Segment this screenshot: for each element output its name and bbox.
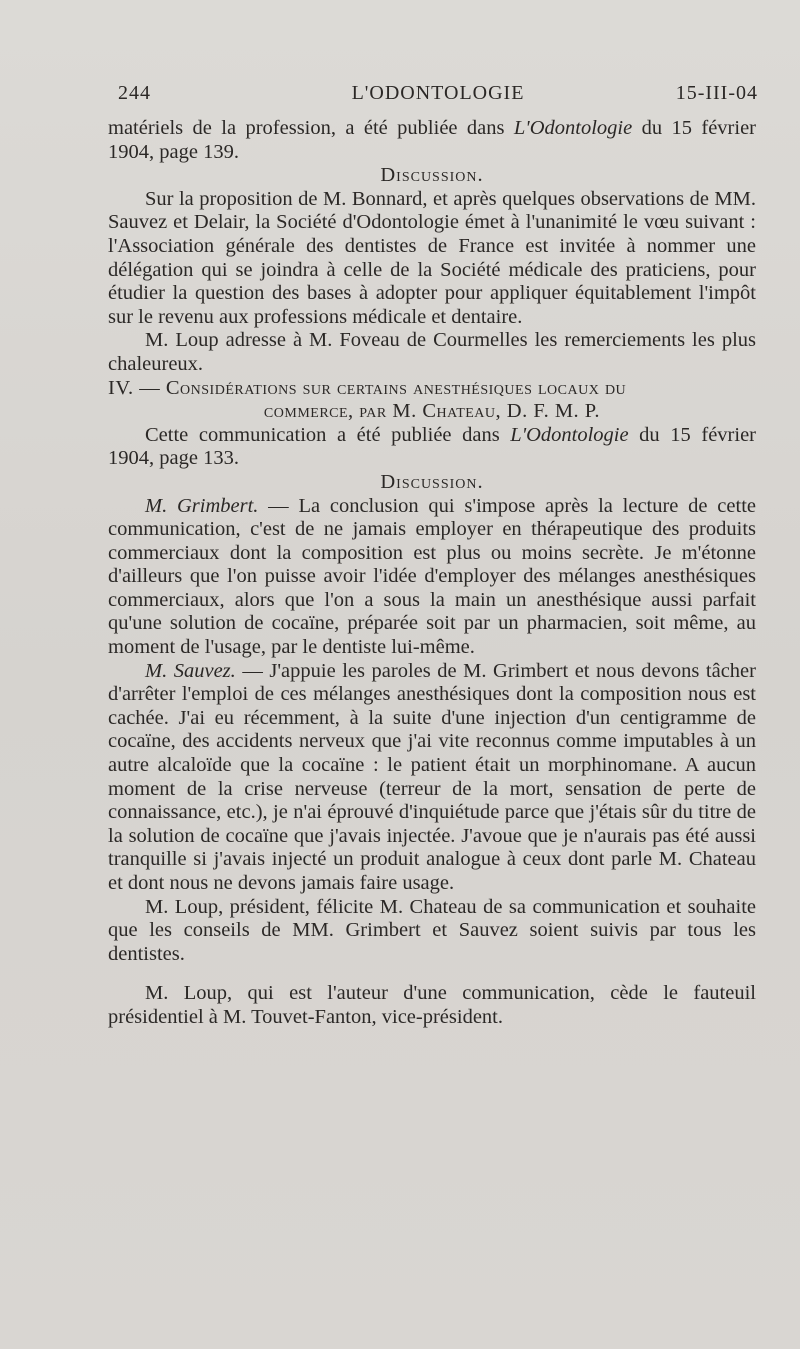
paragraph-sauvez: M. Sauvez. — J'appuie les paroles de M. Grimbert et nous devons tâcher d'arrêter l'emploi de ces mélanges anesthésiques dont la composition nous est cachée. J'ai eu récemment, à la suite d'une injection d'un centigramme de cocaïne, des accidents nerveux que j'ai vite reconnus comme imputables à un autre alcaloïde que la cocaïne : le patient était un morphinomane. A aucun moment de la crise nerveuse (terreur de la mort, sensation de perte de connaissance, etc.), je n'ai éprouvé d'inquiétude parce que j'étais sûr du titre de la solution de cocaïne que j'avais injectée. J'avoue que je n'aurais pas été aussi tranquille si j'avais injecté un produit analogue à ceux dont parle M. Chateau et dont nous ne devons jamais faire usage. xyxy=(108,659,756,894)
speaker-name: M. Grimbert. xyxy=(145,494,259,517)
page-body xyxy=(108,117,756,1030)
page-number: 244 xyxy=(118,82,151,104)
spacer xyxy=(108,966,756,982)
paragraph-resolution: Sur la proposition de M. Bonnard, et après quelques observations de MM. Sauvez et Delair, la Société d'Odontologie émet à l'unanimité le vœu suivant : l'Association générale des dentistes de France est invitée à nommer une délégation qui se joindra à celle de la Société médicale des praticiens, pour étudier la question des bases à adopter pour appliquer équitablement l'impôt sur le revenu aux professions médicale et dentaire. xyxy=(108,187,756,328)
issue-date: 15-III-04 xyxy=(675,82,758,104)
paragraph-congratulations: M. Loup, président, félicite M. Chateau de sa communication et souhaite que les conseils de MM. Grimbert et Sauvez soient suivis par tous les dentistes. xyxy=(108,895,756,965)
speaker-name: M. Sauvez. xyxy=(145,659,236,682)
discussion-heading: Discussion. xyxy=(380,164,484,187)
paragraph-thanks: M. Loup adresse à M. Foveau de Courmelles les remerciements les plus chaleureux. xyxy=(108,329,756,375)
intro-paragraph: matériels de la profession, a été publiée dans L'Odontologie du 15 février 1904, page 139. xyxy=(108,117,757,163)
running-header xyxy=(118,82,758,112)
paragraph-grimbert: M. Grimbert. — La conclusion qui s'impose après la lecture de cette communication, c'est de ne jamais employer en thérapeutique des produits commerciaux dont la composition est plus ou moins secrète. Je m'étonne d'ailleurs que l'on puisse avoir l'idée d'employer des mélanges anesthésiques commerciaux, alors que l'on a sous la main un anesthésique aussi parfait qu'une solution de cocaïne, préparée soit par un pharmacien, soit même, au moment de l'usage, par le dentiste lui-même. xyxy=(108,494,756,659)
paragraph-communication: Cette communication a été publiée dans L'Odontologie du 15 février 1904, page 133. xyxy=(108,423,756,470)
section-heading-continued: commerce, par M. Chateau, D. F. M. P. xyxy=(263,400,601,423)
journal-reference: L'Odontologie xyxy=(513,117,633,139)
section-heading: IV. — Considérations sur certains anesthésiques locaux du xyxy=(108,376,627,399)
discussion-heading: Discussion. xyxy=(380,470,484,493)
paragraph-chair-handover: M. Loup, qui est l'auteur d'une communication, cède le fauteuil présidentiel à M. Touvet-Fanton, vice-président. xyxy=(108,982,756,1028)
journal-reference: L'Odontologie xyxy=(510,423,629,446)
journal-title: L'ODONTOLOGIE xyxy=(351,82,525,104)
